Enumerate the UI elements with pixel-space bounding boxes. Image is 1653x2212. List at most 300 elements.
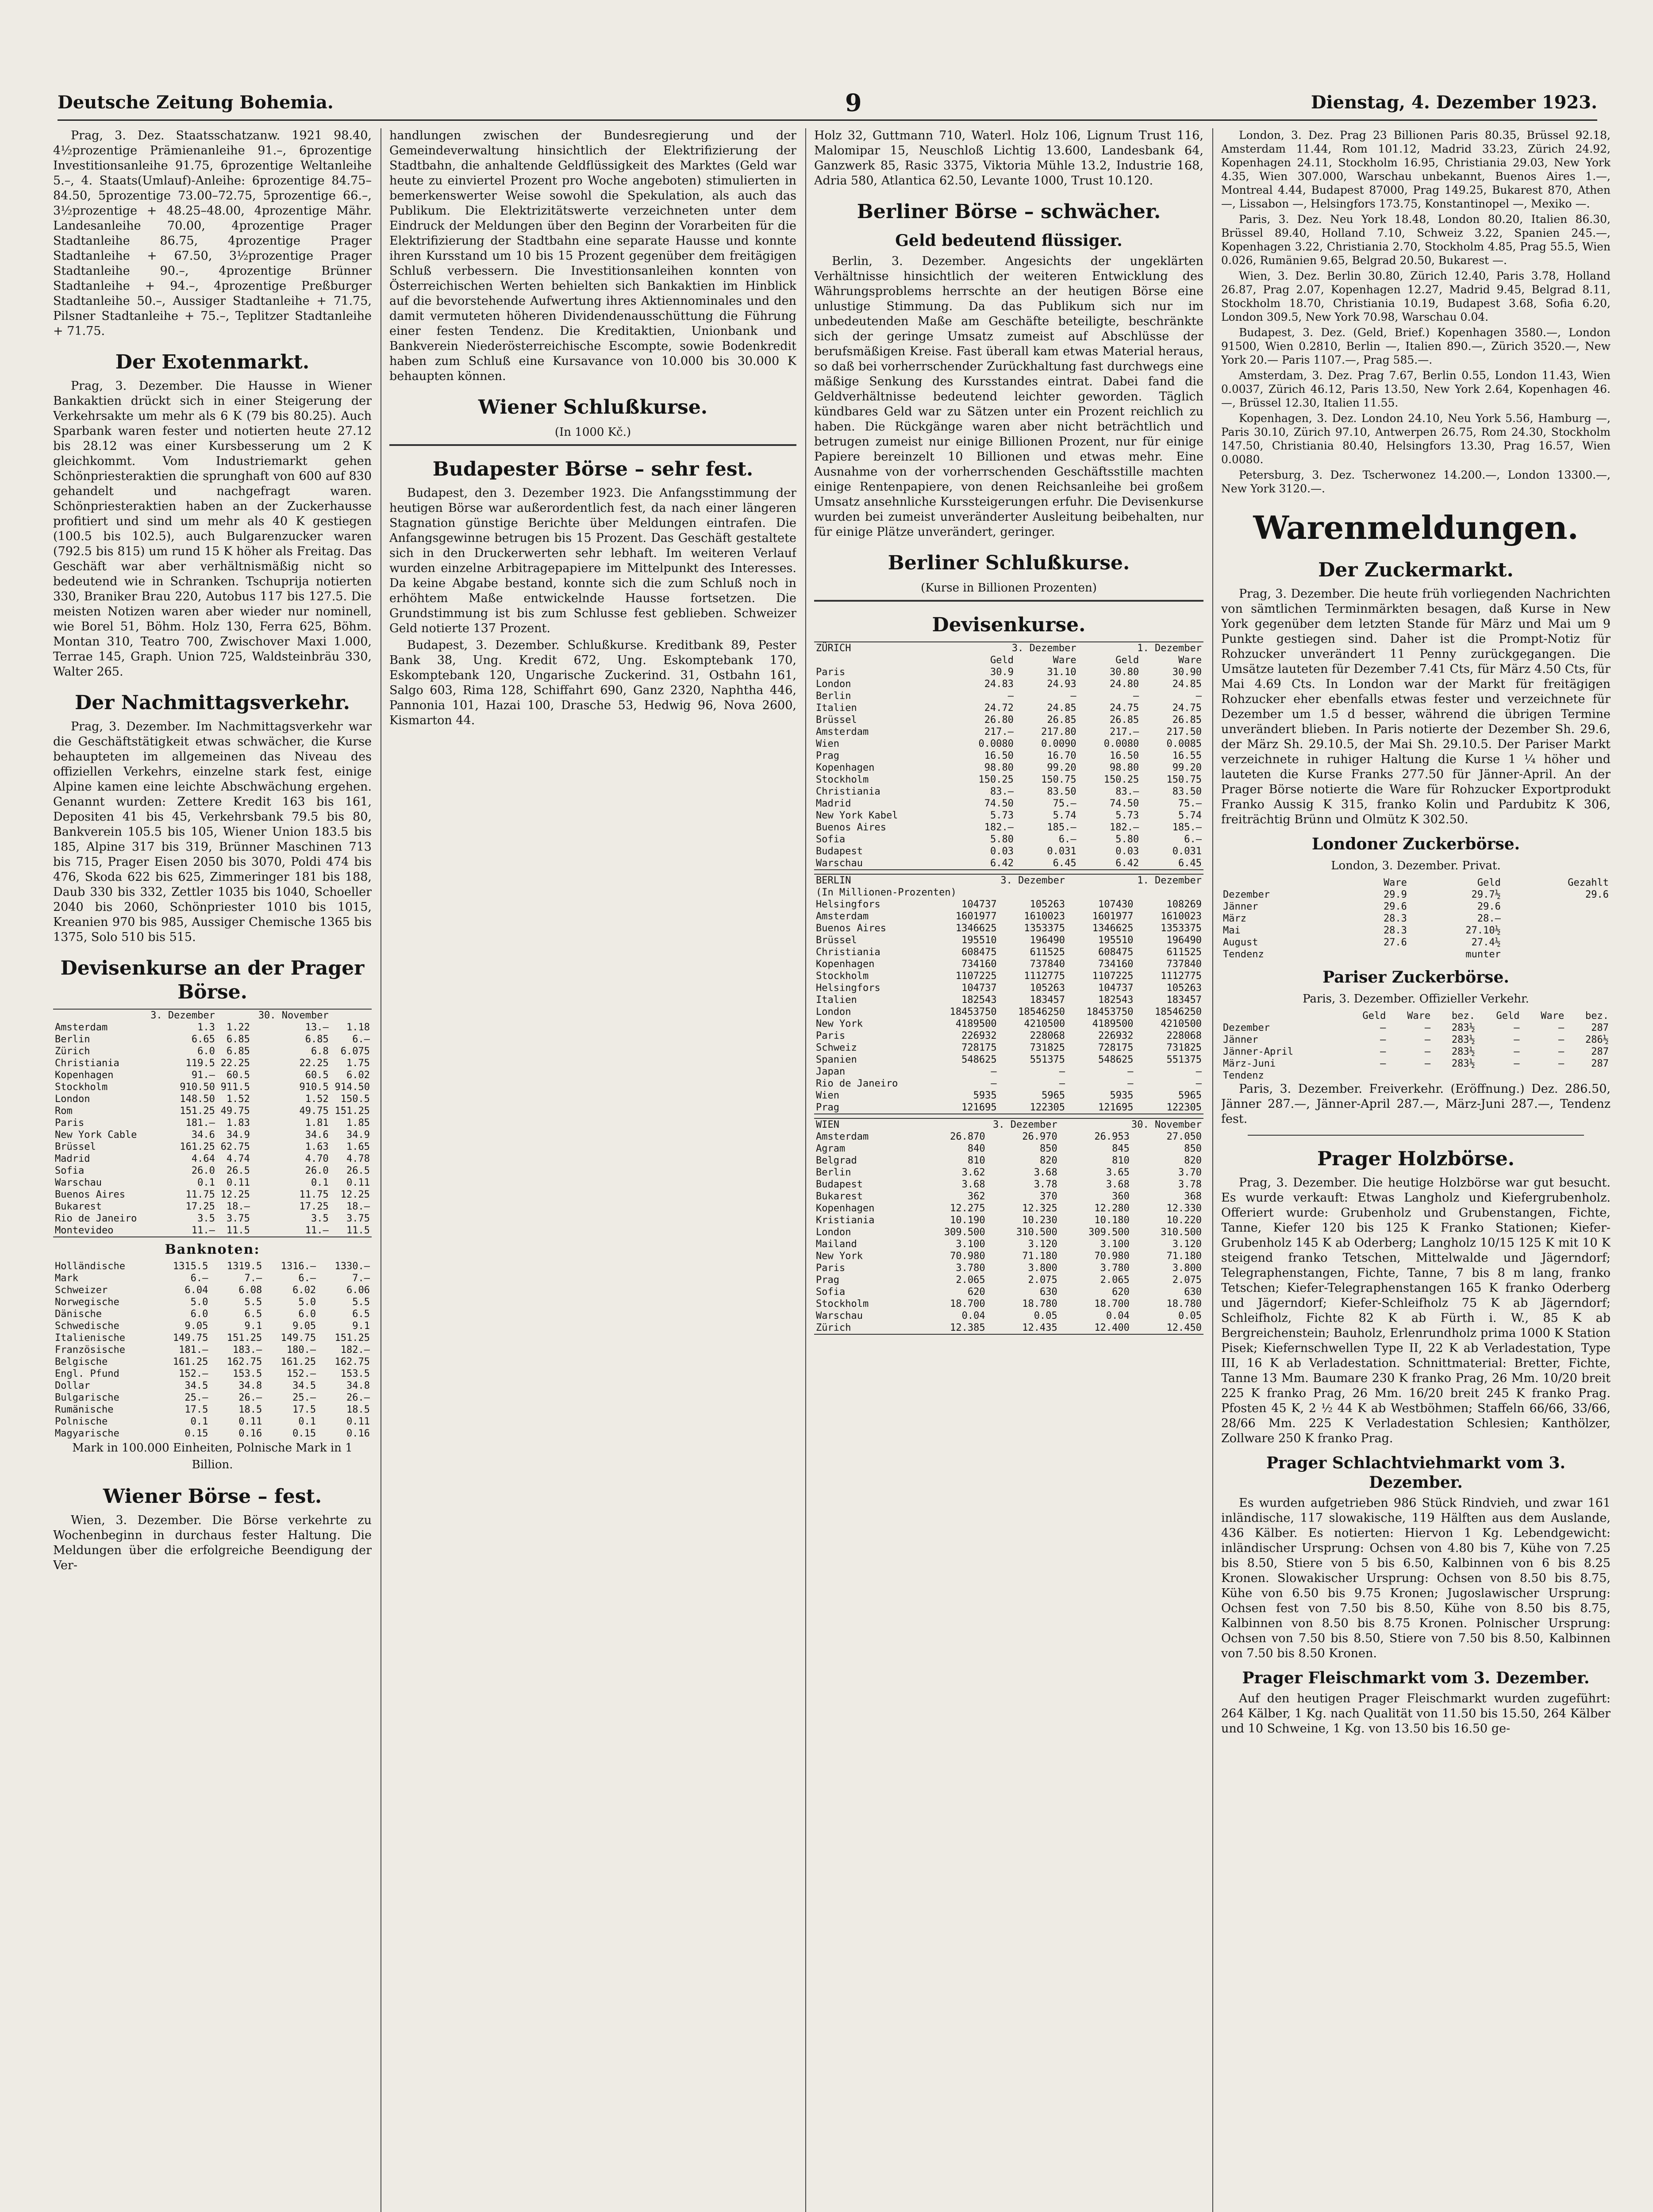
row-label: August bbox=[1223, 937, 1258, 948]
row-value: 2.065 bbox=[956, 1275, 985, 1286]
berlin-devisen-row bbox=[814, 1018, 1203, 1030]
row-label: Budapest bbox=[816, 846, 863, 857]
london-zucker-row bbox=[1221, 937, 1611, 949]
column-header: bez. bbox=[1585, 1010, 1609, 1022]
row-value: 6.— bbox=[190, 1273, 208, 1284]
row-value: 28.— bbox=[1477, 913, 1501, 924]
row-value: 6.02 bbox=[292, 1285, 316, 1296]
row-value: 1.52 bbox=[226, 1094, 250, 1105]
zurich-row bbox=[814, 726, 1203, 738]
row-value: 0.0090 bbox=[1041, 738, 1076, 749]
zurich-date-1: 3. Dezember bbox=[1011, 643, 1076, 654]
banknoten-row bbox=[53, 1308, 372, 1320]
banknoten-row bbox=[53, 1368, 372, 1380]
row-value: — bbox=[1196, 1066, 1202, 1077]
row-value: 0.15 bbox=[292, 1428, 316, 1439]
row-value: 6.02 bbox=[346, 1070, 370, 1081]
row-value: — bbox=[1133, 691, 1139, 702]
zurich-title: ZÜRICH bbox=[816, 643, 851, 654]
row-value: 149.75 bbox=[281, 1333, 316, 1344]
row-value: 6.06 bbox=[346, 1285, 370, 1296]
row-value: 12.330 bbox=[1166, 1203, 1202, 1214]
banknoten-row bbox=[53, 1392, 372, 1404]
row-value: 29.6 bbox=[1383, 901, 1407, 912]
row-value: 737840 bbox=[1030, 959, 1065, 970]
paris-zucker-heading: Pariser Zuckerbörse. bbox=[1322, 968, 1509, 987]
row-value: — bbox=[1424, 1022, 1431, 1033]
row-value: 911.5 bbox=[220, 1082, 250, 1093]
row-value: 17.25 bbox=[299, 1201, 329, 1212]
row-value: 3.120 bbox=[1028, 1239, 1057, 1250]
amsterdam-quotes: Amsterdam, 3. Dez. Prag 7.67, Berlin 0.55, London 11.43, Wien 0.0037, Zürich 46.12, Paris 13.50, New York 2.64, Kopenhagen 46.—, Brüssel 12.30, Italien 11.55. bbox=[1221, 369, 1611, 409]
row-value: 98.80 bbox=[984, 762, 1014, 773]
nachmittag-text: Prag, 3. Dezember. Im Nachmittagsverkehr war die Geschäftstätigkeit etwas schwächer, die Kurse behaupteten im allgemeinen das Niveau des offiziellen Verkehrs, einzelne stark fest, einige Alpine kamen eine leichte Abschwächung ergehen. Genannt wurden: Zettere Kredit 163 bis 161, Depositen 41 bis 45, Verkehrsbank 79.5 bis 80, Bankverein 105.5 bis 105, Wiener Union 183.5 bis 185, Alpine 317 bis 319, Brünner Maschinen 713 bis 715, Prager Eisen 2050 bis 3070, Poldi 474 bis 476, Skoda 622 bis 625, Zimmeringer 181 bis 188, Daub 330 bis 332, Zettler 1035 bis 1040, Schoeller 2040 bis 2060, Schönpriester 1010 bis 1015, Kreanien 970 bis 985, Aussiger Chemische 1365 bis 1375, Solo 510 bis 515. bbox=[53, 720, 372, 944]
budapest-heading: Budapester Börse – sehr fest. bbox=[432, 458, 753, 480]
row-value: 6.45 bbox=[1178, 858, 1202, 869]
row-label: Dänische bbox=[55, 1309, 102, 1320]
row-label: März bbox=[1223, 913, 1246, 924]
berlin-devisen-row bbox=[814, 1078, 1203, 1090]
row-value bbox=[1522, 1070, 1566, 1082]
berlin-text: Berlin, 3. Dezember. Angesichts der ungeklärten Verhältnisse hinsichtlich der weiteren Entwicklung des Währungsproblems herrschte an der heutigen Börse eine unlustige Stimmung. Da das Publikum sich nur im unbedeutenden Maße am Geschäfte beteiligte, beschränkte sich der geringe Umsatz zumeist auf Abschlüsse der berufsmäßigen Kreise. Fast überall kam etwas Material heraus, so daß bei vorherrschender Zurückhaltung fast durchwegs eine mäßige Senkung des Kursstandes eintrat. Dabei fand die Geldverhältnisse bedeutend leichter geworden. Täglich kündbares Geld war zu Sätzen unter ein Prozent reichlich zu haben. Die Rückgänge waren aber nicht beträchtlich und betrugen zumeist nur einige Billionen Prozent, nur für einige Papiere bereinzelt 10 Billionen und etwas mehr. Eine Ausnahme von der vorherrschenden Geschäftsstille machten einige Rentenpapiere, von denen Reichsanleihe bei großem Umsatz ansehnliche Kurssteigerungen erfuhr. Die Devisenkurse wurden bei zumeist unveränderter Ausleitung beibehalten, nur für einige Plätze unverändert, geringer. bbox=[814, 254, 1203, 539]
wiener-schluss-heading: Wiener Schlußkurse. bbox=[478, 396, 708, 419]
row-value: 181.— bbox=[185, 1118, 215, 1129]
berlin-devisen-unit: (In Millionen-Prozenten) bbox=[816, 887, 957, 898]
schlachtvieh-text: Es wurden aufgetrieben 986 Stück Rindvieh, und zwar 161 inländische, 117 slowakische, 119 Hälften aus dem Auslande, 436 Kälber. Es notierten: Hiervon 1 Kg. Lebendgewicht: inländischer Ursprung: Ochsen von 4.80 bis 7, Kühe von 7.25 bis 8.50, Stiere von 5 bis 6.50, Kalbinnen von 6 bis 8.25 Kronen. Slowakischer Ursprung: Ochsen von 8.50 bis 8.75, Kühe von 6.50 bis 9.75 Kronen; Jugoslawischer Ursprung: Ochsen fest von 7.50 bis 8.50, Kühe von 8.50 bis 8.75, Kalbinnen von 8.50 bis 8.75 Kronen. Polnischer Ursprung: Ochsen von 7.50 bis 8.50, Stiere von 7.50 bis 8.50, Kalbinnen von 7.50 bis 8.50 Kronen. bbox=[1221, 1496, 1611, 1660]
row-value: 10.230 bbox=[1022, 1215, 1057, 1226]
column-header: 3. Dezember bbox=[150, 1010, 215, 1021]
row-value: 182.— bbox=[984, 822, 1014, 833]
row-value: 27.10½ bbox=[1465, 925, 1501, 936]
row-label: Stockholm bbox=[816, 1298, 869, 1310]
row-value: 195510 bbox=[1098, 935, 1134, 946]
row-value: 151.25 bbox=[334, 1106, 370, 1117]
row-value: 183457 bbox=[1030, 995, 1065, 1006]
row-value: 611525 bbox=[1166, 947, 1202, 958]
row-value: 910.50 bbox=[180, 1082, 215, 1093]
row-label: Warschau bbox=[816, 858, 863, 869]
row-value: 148.50 bbox=[180, 1094, 215, 1105]
row-value: 6.08 bbox=[238, 1285, 262, 1296]
row-value: 0.11 bbox=[346, 1177, 370, 1188]
row-label: Madrid bbox=[816, 798, 851, 809]
row-label: Helsingfors bbox=[816, 983, 880, 994]
row-value: 1316.— bbox=[281, 1261, 316, 1272]
row-value: 34.5 bbox=[185, 1380, 208, 1391]
wiener-schluss-tables bbox=[389, 444, 796, 446]
warenmeldungen-heading: Warenmeldungen. bbox=[1253, 509, 1579, 546]
devisen-row bbox=[53, 1201, 372, 1213]
row-value: 22.25 bbox=[220, 1058, 250, 1069]
row-value: munter bbox=[1465, 949, 1501, 960]
berlin-devisen-row bbox=[814, 1066, 1203, 1078]
row-value: 5.73 bbox=[1115, 810, 1139, 821]
row-value: 4.70 bbox=[305, 1153, 329, 1164]
row-label: Kristiania bbox=[816, 1215, 875, 1226]
row-value: 620 bbox=[967, 1286, 985, 1298]
london-quotes: London, 3. Dez. Prag 23 Billionen Paris 80.35, Brüssel 92.18, Amsterdam 11.44, Rom 101.12, Madrid 33.23, Zürich 24.92, Kopenhagen 24.11, Stockholm 16.95, Christiania 29.03, New York 4.35, Wien 307.000, Warschau unbekannt, Buenos Aires 1.—, Montreal 4.44, Budapest 87000, Prag 149.25, Bukarest 870, Athen —, Lissabon —, Helsingfors 173.75, Konstantinopel —, Mexiko —. bbox=[1221, 129, 1611, 210]
row-value: 26.85 bbox=[1047, 714, 1076, 726]
zurich-row bbox=[814, 678, 1203, 690]
row-value: 34.8 bbox=[238, 1380, 262, 1391]
row-value: 121695 bbox=[1098, 1102, 1134, 1113]
berlin-heading: Berliner Börse – schwächer. bbox=[857, 200, 1161, 223]
row-value: 60.5 bbox=[305, 1070, 329, 1081]
wien-devisen-date-2: 30. November bbox=[1131, 1119, 1202, 1130]
row-value: 0.031 bbox=[1172, 846, 1202, 857]
row-label: Mailand bbox=[816, 1239, 857, 1250]
row-value: 4189500 bbox=[1092, 1018, 1134, 1029]
row-value: 74.50 bbox=[984, 798, 1014, 809]
row-value: 3.65 bbox=[1106, 1167, 1130, 1178]
row-value: 217.80 bbox=[1041, 726, 1076, 737]
row-value: 0.03 bbox=[990, 846, 1014, 857]
row-value: 182.— bbox=[340, 1344, 370, 1356]
banknoten-row bbox=[53, 1356, 372, 1368]
berlin-devisen-row bbox=[814, 922, 1203, 934]
row-value: 910.5 bbox=[299, 1082, 329, 1093]
row-value: 4210500 bbox=[1161, 1018, 1202, 1029]
row-label: Paris bbox=[816, 1263, 846, 1274]
row-value: 24.85 bbox=[1047, 703, 1076, 714]
banknoten-row bbox=[53, 1344, 372, 1356]
row-label: Belgische bbox=[55, 1356, 108, 1367]
row-value bbox=[1503, 901, 1611, 913]
row-value: 9.05 bbox=[185, 1321, 208, 1332]
row-label: Dezember bbox=[1223, 1022, 1270, 1033]
row-value: — bbox=[1558, 1058, 1565, 1069]
row-value: — bbox=[1514, 1046, 1520, 1057]
wien-devisen-row bbox=[814, 1167, 1203, 1179]
row-value: 27.050 bbox=[1166, 1131, 1202, 1142]
holzboerse-heading: Prager Holzbörse. bbox=[1317, 1148, 1515, 1170]
row-value: 150.75 bbox=[1041, 774, 1076, 785]
devisen-note: Mark in 100.000 Einheiten, Polnische Mark in 1 Billion. bbox=[72, 1441, 353, 1471]
row-value: 11.5 bbox=[226, 1225, 250, 1236]
column-header bbox=[217, 1009, 252, 1022]
zuckermarkt-text: Prag, 3. Dezember. Die heute früh vorliegenden Nachrichten von sämtlichen Terminmärkten besagen, daß Kurse in New York gegenüber dem letzten Stande für März und Mai um 9 Punkte gestiegen sind. Daher ist die Prompt-Notiz für Rohzucker unverändert 11 Penny zurückgegangen. Die Umsätze lauteten für Dezember 7.41 Cts, für März 4.50 Cts, für Mai 4.69 Cts. In London war der Markt für freitägigen Rohzucker eher ebenfalls etwas fester und verzeichnete für Dezember um 1.5 d besser, während die übrigen Termine unverändert blieben. In Paris notierte der Dezember Sh. 29.6, der März Sh. 29.10.5, der Mai Sh. 29.10.5. Der Pariser Markt verzeichnete in ruhiger Haltung die Kurse 1 ¼ höher und lauteten die Kurse Franks 277.50 für Jänner-April. An der Prager Börse notierte die Ware für Rohzucker Exportprodukt Franko Aussig K 315, franko Kolin und Pardubitz K 306, freiträchtig Brünn und Olmütz K 302.50. bbox=[1221, 587, 1611, 826]
wien-devisen-row bbox=[814, 1131, 1203, 1143]
row-value bbox=[1477, 1070, 1522, 1082]
paris-zucker-table bbox=[1221, 1010, 1611, 1082]
row-value: 217.50 bbox=[1166, 726, 1202, 737]
row-value: 1601977 bbox=[1092, 911, 1134, 922]
row-value: 150.5 bbox=[340, 1094, 370, 1105]
row-value: 30.9 bbox=[990, 667, 1014, 678]
wien-devisen-row bbox=[814, 1190, 1203, 1202]
row-value: 30.80 bbox=[1110, 667, 1139, 678]
row-value: — bbox=[1514, 1034, 1520, 1045]
row-value: 1.63 bbox=[305, 1141, 329, 1152]
row-value: 18453750 bbox=[950, 1006, 997, 1018]
berlin-devisen-row bbox=[814, 958, 1203, 970]
page-header bbox=[58, 88, 1597, 121]
column-header: Ware bbox=[1053, 655, 1076, 666]
zurich-row bbox=[814, 702, 1203, 714]
row-value: 17.5 bbox=[292, 1404, 316, 1415]
row-value: 153.5 bbox=[233, 1368, 262, 1379]
row-value: 49.75 bbox=[220, 1106, 250, 1117]
wiener-schluss-unit: (In 1000 Kč.) bbox=[554, 426, 631, 439]
row-value: — bbox=[1196, 691, 1202, 702]
row-label: Berlin bbox=[816, 691, 851, 702]
row-value: 620 bbox=[1112, 1286, 1130, 1298]
row-value: — bbox=[1514, 1022, 1520, 1033]
row-label: Budapest bbox=[816, 1179, 863, 1190]
row-label: Tendenz bbox=[1223, 1070, 1264, 1081]
row-label: Warschau bbox=[816, 1310, 863, 1321]
devisen-row bbox=[53, 1117, 372, 1129]
row-label: Warschau bbox=[55, 1177, 102, 1188]
row-value: 608475 bbox=[1098, 947, 1134, 958]
row-value: 195510 bbox=[961, 935, 997, 946]
row-value: 27.4½ bbox=[1471, 937, 1501, 948]
row-value: 70.980 bbox=[1094, 1251, 1130, 1262]
row-value: 0.15 bbox=[185, 1428, 208, 1439]
row-value: 12.275 bbox=[950, 1203, 985, 1214]
wien-text: Wien, 3. Dezember. Die Börse verkehrte zu Wochenbeginn in durchaus fester Haltung. Die Meldungen über die erfolgreiche Beendigung der Ver- bbox=[53, 1513, 372, 1572]
row-value: 0.11 bbox=[226, 1177, 250, 1188]
wien-devisen-row bbox=[814, 1274, 1203, 1286]
row-value: 74.50 bbox=[1110, 798, 1139, 809]
row-value: 0.0080 bbox=[1103, 738, 1139, 749]
row-label: Agram bbox=[816, 1143, 846, 1154]
row-value: 283½ bbox=[1451, 1046, 1475, 1057]
banknoten-row bbox=[53, 1428, 372, 1440]
row-value: 18.700 bbox=[950, 1298, 985, 1310]
row-value: — bbox=[1380, 1034, 1386, 1045]
row-value: 2.075 bbox=[1028, 1275, 1057, 1286]
row-value: 630 bbox=[1039, 1286, 1057, 1298]
row-label: Kopenhagen bbox=[55, 1070, 114, 1081]
row-value: 16.50 bbox=[984, 750, 1014, 761]
row-label: Rio de Janeiro bbox=[55, 1213, 137, 1224]
row-label: Paris bbox=[55, 1118, 85, 1129]
row-value: 83.50 bbox=[1172, 786, 1202, 797]
row-value: 105263 bbox=[1166, 983, 1202, 994]
row-value: 151.25 bbox=[180, 1106, 215, 1117]
row-value: — bbox=[1424, 1046, 1431, 1057]
row-value: 12.385 bbox=[950, 1322, 985, 1333]
row-value: 180.— bbox=[286, 1344, 316, 1356]
row-value: 217.— bbox=[984, 726, 1014, 737]
banknoten-row bbox=[53, 1404, 372, 1416]
row-value: 360 bbox=[1112, 1191, 1130, 1202]
berlin-schluss-heading: Berliner Schlußkurse. bbox=[888, 552, 1130, 574]
row-label: Sofia bbox=[816, 1286, 846, 1298]
row-value: — bbox=[1196, 1078, 1202, 1089]
prague-devisen-heading: Devisenkurse an der Prager Börse. bbox=[60, 957, 365, 1003]
row-value: 737840 bbox=[1166, 959, 1202, 970]
devisen-row bbox=[53, 1081, 372, 1093]
row-value: 17.5 bbox=[185, 1404, 208, 1415]
column-header bbox=[1221, 877, 1343, 889]
column-header bbox=[53, 1009, 144, 1022]
zurich-row bbox=[814, 810, 1203, 822]
row-value: 181.— bbox=[179, 1344, 208, 1356]
row-value: 9.1 bbox=[244, 1321, 262, 1332]
row-value: 26.5 bbox=[226, 1165, 250, 1176]
banknoten-row bbox=[53, 1260, 372, 1272]
row-label: Belgrad bbox=[816, 1155, 857, 1166]
berlin-devisen-title: BERLIN bbox=[816, 875, 851, 886]
row-value: 5.80 bbox=[990, 834, 1014, 845]
row-value: 5.80 bbox=[1115, 834, 1139, 845]
row-value: 1610023 bbox=[1161, 911, 1202, 922]
row-label: Polnische bbox=[55, 1416, 108, 1427]
row-value: 182.— bbox=[1110, 822, 1139, 833]
row-value: 728175 bbox=[961, 1042, 997, 1053]
banknoten-row bbox=[53, 1284, 372, 1296]
column-header bbox=[1221, 1010, 1343, 1022]
row-value: 0.0085 bbox=[1166, 738, 1202, 749]
row-value: 1.81 bbox=[305, 1118, 329, 1129]
berlin-devisen-row bbox=[814, 946, 1203, 958]
row-value: 217.— bbox=[1110, 726, 1139, 737]
london-zucker-row bbox=[1221, 925, 1611, 937]
row-value: 18546250 bbox=[1155, 1006, 1202, 1018]
row-value: 850 bbox=[1184, 1143, 1202, 1154]
row-value: 4.74 bbox=[226, 1153, 250, 1164]
row-value: 28.3 bbox=[1383, 913, 1407, 924]
row-label: Christiania bbox=[55, 1058, 119, 1069]
row-value: 98.80 bbox=[1110, 762, 1139, 773]
row-label: Französische bbox=[55, 1344, 125, 1356]
row-value: 287 bbox=[1591, 1022, 1609, 1033]
devisen-row bbox=[53, 1033, 372, 1045]
row-value: 91.— bbox=[191, 1070, 215, 1081]
row-value: 914.50 bbox=[334, 1082, 370, 1093]
nachmittag-heading: Der Nachmittagsverkehr. bbox=[75, 691, 350, 714]
row-value: 152.— bbox=[286, 1368, 316, 1379]
row-label: Stockholm bbox=[816, 774, 869, 785]
row-value: 6.0 bbox=[190, 1309, 208, 1320]
row-label: Jänner bbox=[1223, 901, 1258, 912]
row-value: 183457 bbox=[1166, 995, 1202, 1006]
column-header: Geld bbox=[1115, 655, 1139, 666]
row-value: — bbox=[1558, 1046, 1565, 1057]
row-label: New York bbox=[816, 1018, 863, 1029]
row-value: 71.180 bbox=[1166, 1251, 1202, 1262]
page-number: 9 bbox=[845, 88, 862, 117]
zurich-row bbox=[814, 714, 1203, 726]
row-label: Holländische bbox=[55, 1261, 125, 1272]
row-value: 840 bbox=[967, 1143, 985, 1154]
row-value bbox=[1503, 937, 1611, 949]
row-value: 104737 bbox=[1098, 983, 1134, 994]
masthead: Deutsche Zeitung Bohemia. bbox=[58, 92, 334, 113]
row-value: — bbox=[991, 1066, 997, 1077]
row-label: Amsterdam bbox=[816, 1131, 869, 1142]
london-zucker-row bbox=[1221, 889, 1611, 901]
row-value: 11.75 bbox=[185, 1189, 215, 1200]
row-label: Christiania bbox=[816, 786, 880, 797]
row-value: 6.45 bbox=[1053, 858, 1076, 869]
row-value: 6.04 bbox=[185, 1285, 208, 1296]
row-value: 3.780 bbox=[956, 1263, 985, 1274]
row-value: 0.11 bbox=[238, 1416, 262, 1427]
row-value: 18.5 bbox=[346, 1404, 370, 1415]
berlin-devisen-date-1: 3. Dezember bbox=[1000, 875, 1065, 886]
row-value: 1610023 bbox=[1024, 911, 1065, 922]
berlin-devisen-row bbox=[814, 982, 1203, 994]
row-value: 12.25 bbox=[340, 1189, 370, 1200]
row-value: 283½ bbox=[1451, 1022, 1475, 1033]
row-value: 3.68 bbox=[1106, 1179, 1130, 1190]
row-label: London bbox=[816, 1006, 851, 1018]
row-value: 1107225 bbox=[1092, 971, 1134, 982]
row-value: — bbox=[991, 1078, 997, 1089]
column-header: bez. bbox=[1451, 1010, 1475, 1022]
row-value: 71.180 bbox=[1022, 1251, 1057, 1262]
row-value: 2.075 bbox=[1172, 1275, 1202, 1286]
row-value: 728175 bbox=[1098, 1042, 1134, 1053]
row-label: Sofia bbox=[55, 1165, 85, 1176]
row-value: 0.0080 bbox=[978, 738, 1014, 749]
devisen-row bbox=[53, 1177, 372, 1189]
row-value: 121695 bbox=[961, 1102, 997, 1113]
row-value: 4210500 bbox=[1024, 1018, 1065, 1029]
row-value: 1.75 bbox=[346, 1058, 370, 1069]
wien-devisen-row bbox=[814, 1262, 1203, 1274]
row-label: Prag bbox=[816, 1275, 839, 1286]
row-value: 3.5 bbox=[197, 1213, 215, 1224]
row-label: Tendenz bbox=[1223, 949, 1264, 960]
row-label: London bbox=[816, 679, 851, 690]
row-value: 6.65 bbox=[191, 1034, 215, 1045]
zurich-row bbox=[814, 774, 1203, 786]
row-label: Rumänische bbox=[55, 1404, 114, 1415]
row-value: 731825 bbox=[1030, 1042, 1065, 1053]
row-label: Dollar bbox=[55, 1380, 90, 1391]
budapest-text: Budapest, den 3. Dezember 1923. Die Anfangsstimmung der heutigen Börse war außerordentlich fest, da nach einer längeren Stagnation günstige Berichte über Meldungen eintrafen. Die Anfangsgewinne betrugen bis 15 Prozent. Das Geschäft gestaltete sich in den Druckerwerten sehr lebhaft. Im weiteren Verlauf wurden einzelne Arbitragepapiere im Mittelpunkt des Interesses. Da keine Abgabe bestand, konnte sich die zum Schluß noch in erhöhtem Maße entwickelnde Hausse fortsetzen. Die Grundstimmung ist bis zum Schlusse fest geblieben. Schweizer Geld notierte 137 Prozent. bbox=[389, 486, 796, 635]
row-value: 75.— bbox=[1178, 798, 1202, 809]
row-value: 182543 bbox=[1098, 995, 1134, 1006]
zurich-row bbox=[814, 738, 1203, 750]
row-label: Engl. Pfund bbox=[55, 1368, 119, 1379]
petersburg-quotes: Petersburg, 3. Dez. Tscherwonez 14.200.—, London 13300.—, New York 3120.—. bbox=[1221, 469, 1611, 495]
budapest-schluss-text: Budapest, 3. Dezember. Schlußkurse. Kreditbank 89, Pester Bank 38, Ung. Kredit 672, Ung. Eskomptebank 170, Eskomptebank 120, Ungarische Zuckerind. 31, Ostbahn 161, Salgo 603, Rima 128, Schiffahrt 690, Ganz 2320, Naphtha 446, Pannonia 101, Hazai 100, Drasche 53, Hedwig 96, Nova 2600, Kismarton 44. bbox=[389, 638, 796, 727]
row-value: 734160 bbox=[961, 959, 997, 970]
budapest-continued-text: Holz 32, Guttmann 710, Waterl. Holz 106, Lignum Trust 116, Malomipar 15, Neuschloß Lichtig 13.600, Landesbank 64, Ganzwerk 85, Rasic 3375, Viktoria Mühle 13.2, Industrie 168, Adria 580, Atlantica 62.50, Levante 1000, Trust 10.120. bbox=[814, 129, 1203, 188]
row-value: 29.6 bbox=[1585, 889, 1609, 900]
berlin-devisen-row bbox=[814, 1042, 1203, 1054]
wien-devisen-row bbox=[814, 1250, 1203, 1262]
row-value: 3.78 bbox=[1034, 1179, 1057, 1190]
wien-devisen-row bbox=[814, 1202, 1203, 1214]
row-value: 731825 bbox=[1166, 1042, 1202, 1053]
row-value: 99.20 bbox=[1047, 762, 1076, 773]
row-value: 5965 bbox=[1042, 1090, 1065, 1101]
row-value: 3.75 bbox=[346, 1213, 370, 1224]
row-value: 34.9 bbox=[226, 1129, 250, 1141]
wien-devisen-row bbox=[814, 1214, 1203, 1226]
row-label: Brüssel bbox=[816, 935, 857, 946]
row-value: 1.83 bbox=[226, 1118, 250, 1129]
banknoten-row bbox=[53, 1416, 372, 1428]
column-4 bbox=[1221, 128, 1611, 2212]
row-label: Bulgarische bbox=[55, 1392, 119, 1403]
row-value: 1330.— bbox=[334, 1261, 370, 1272]
row-value: 3.780 bbox=[1100, 1263, 1130, 1274]
zurich-row bbox=[814, 822, 1203, 833]
row-value: 26.80 bbox=[984, 714, 1014, 726]
row-value: — bbox=[1070, 691, 1076, 702]
schlachtvieh-heading: Prager Schlachtviehmarkt vom 3. Dezember. bbox=[1266, 1454, 1566, 1492]
row-value: — bbox=[1007, 691, 1014, 702]
zurich-row bbox=[814, 798, 1203, 810]
row-value: 161.25 bbox=[281, 1356, 316, 1367]
